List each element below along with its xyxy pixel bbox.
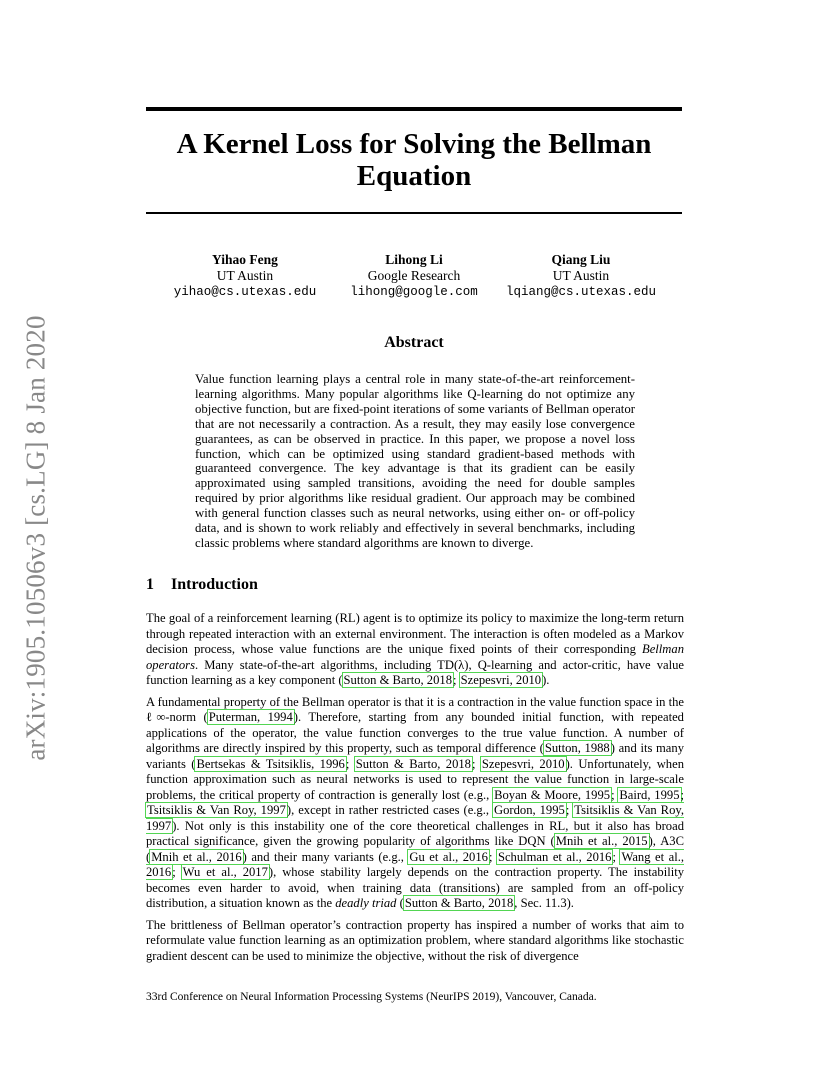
author-affiliation: Google Research [367, 268, 461, 283]
citation-link[interactable]: Bertsekas & Tsitsiklis, 1996 [196, 756, 345, 771]
citation-link[interactable]: Boyan & Moore, 1995 [494, 787, 611, 802]
title-top-rule [146, 107, 682, 111]
citation-link[interactable]: Wu et al., 2017 [182, 865, 268, 879]
section-heading [146, 576, 258, 594]
section-title: Introduction [171, 576, 258, 593]
citation-link[interactable]: Tsitsiklis & Van Roy, 1997 [146, 803, 685, 833]
citation-link[interactable]: Sutton & Barto, 2018 [404, 896, 514, 910]
author-name: Qiang Liu [551, 252, 611, 267]
title-line-2: Equation [356, 160, 472, 192]
citation-link[interactable]: Gu et al., 2016 [409, 849, 488, 864]
citation-link[interactable]: Tsitsiklis & Van Roy, 1997 [147, 803, 286, 817]
author-affiliation: UT Austin [552, 268, 610, 283]
citation-link[interactable]: Szepesvri, 2010 [460, 673, 542, 687]
title-bottom-rule [146, 212, 682, 214]
title-line-1: A Kernel Loss for Solving the Bellman [176, 128, 652, 160]
paragraph-2: A fundamental property of the Bellman operator is that it is a contraction in the value function space in the ℓ∞-norm (Puterman, 1994). Therefore, starting from any bounded initial function, with repeated applications of the operator, the value function converges to the true value function. A number of algorithms are directly inspired by this property, such as temporal difference (Sutton, 1988) and its many variants (Bertsekas & Tsitsiklis, 1996; Sutton & Barto, 2018; Szepesvri, 2010). Unfortunately, when function approximation such as neural networks is used to represent the value function in large-scale problems, the critical property of contraction is generally lost (e.g., Boyan & Moore, 1995; Baird, 1995; Tsitsiklis & Van Roy, 1997), except in rather restricted cases (e.g., Gordon, 1995; Tsitsiklis & Van Roy, 1997). Not only is this instability one of the core theoretical challenges in RL, but it also has broad practical significance, given the growing popularity of algorithms like DQN (Mnih et al., 2015), A3C (Mnih et al., 2016) and their many variants (e.g., Gu et al., 2016; Schulman et al., 2016; Wang et al., 2016; Wu et al., 2017), whose stability largely depends on the contraction property. The instability becomes even harder to avoid, when training data (transitions) are sampled from an off-policy distribution, a situation known as the deadly triad (Sutton & Barto, 2018, Sec. 11.3). [146, 694, 685, 910]
paper-title [146, 128, 682, 192]
author-email[interactable]: lqiang@cs.utexas.edu [505, 285, 657, 299]
citation-link[interactable]: Sutton & Barto, 2018 [355, 756, 471, 771]
citation-link[interactable]: Wang et al., 2016 [146, 849, 684, 879]
abstract-text: Value function learning plays a central role in many state-of-the-art reinforcement-learning algorithms. Many popular algorithms like Q-learning do not optimize any objective function, but are fixed-point iterations of some variants of Bellman operator that are not necessarily a contraction. As a result, they may easily lose convergence guarantees, as can be observed in practice. In this paper, we propose a novel loss function, which can be optimized using standard gradient-based methods with guaranteed convergence. The key advantage is that its gradient can be easily approximated using sampled transitions, avoiding the need for double samples required by prior algorithms like residual gradient. Our approach may be combined with general function classes such as neural networks, using either on- or off-policy data, and is shown to work reliably and effectively in several benchmarks, including classic problems where standard algorithms are known to diverge. [195, 372, 635, 550]
author-name: Yihao Feng [212, 252, 278, 267]
paragraph-1: The goal of a reinforcement learning (RL) agent is to optimize its policy to maximize the long-term return through repeated interaction with an external environment. The interaction is often modeled as a Markov decision process, whose value functions are the unique fixed points of their corresponding Bellman operators. Many state-of-the-art algorithms, including TD(λ), Q-learning and actor-critic, have value function learning as a key component (Sutton & Barto, 2018; Szepesvri, 2010). [146, 611, 684, 687]
citation-link[interactable]: Sutton, 1988 [544, 741, 610, 755]
citation-link[interactable]: Puterman, 1994 [208, 710, 293, 724]
arxiv-side-stamp [18, 315, 54, 761]
abstract-heading: Abstract [384, 334, 444, 351]
author-block [491, 252, 671, 300]
author-block [155, 252, 335, 300]
conference-footer: 33rd Conference on Neural Information Processing Systems (NeurIPS 2019), Vancouver, Canada. [146, 991, 597, 1003]
citation-link[interactable]: Szepesvri, 2010 [481, 756, 565, 771]
citation-link[interactable]: Sutton & Barto, 2018 [343, 673, 452, 687]
citation-link[interactable]: Baird, 1995 [619, 787, 680, 802]
section-number: 1 [146, 576, 154, 593]
arxiv-identifier: arXiv:1905.10506v3 [cs.LG] 8 Jan 2020 [20, 315, 51, 761]
citation-link[interactable]: Mnih et al., 2016 [151, 849, 242, 864]
author-block [324, 252, 504, 300]
citation-link[interactable]: Schulman et al., 2016 [497, 849, 612, 864]
author-name: Lihong Li [385, 252, 443, 267]
author-email[interactable]: yihao@cs.utexas.edu [173, 285, 317, 299]
citation-link[interactable]: Gordon, 1995 [494, 803, 565, 817]
author-email[interactable]: lihong@google.com [350, 285, 478, 299]
body-text [146, 611, 684, 970]
citation-link[interactable]: Mnih et al., 2015 [555, 834, 648, 848]
paragraph-3: The brittleness of Bellman operator’s contraction property has inspired a number of works that aim to reformulate value function learning as an optimization problem, where standard algorithms like stochastic gradient descent can be used to minimize the objective, without the risk of divergence [146, 917, 684, 963]
author-affiliation: UT Austin [216, 268, 274, 283]
